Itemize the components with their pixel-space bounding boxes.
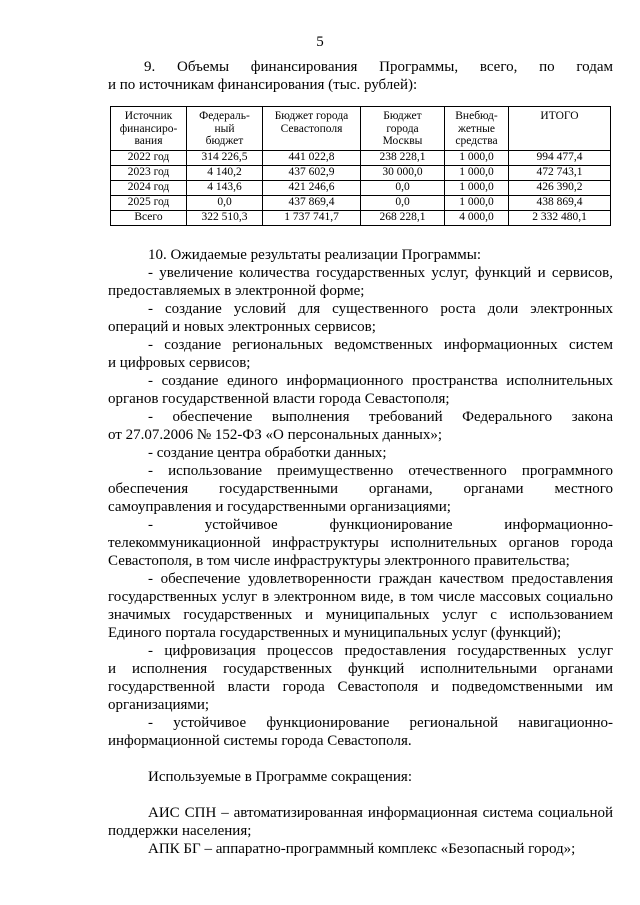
table-cell: 30 000,0 (361, 165, 445, 180)
section-9-line-1: 9. Объемы финансирования Программы, всего, по годам (144, 59, 613, 75)
table-cell: 2023 год (111, 165, 187, 180)
list-item-cont: и цифровых сервисов; (108, 355, 251, 371)
list-item-cont: органов государственной власти города Севастополя; (108, 391, 450, 407)
table-row (111, 150, 611, 165)
header-extrabudgetary: Внебюд- жетные средства (445, 107, 509, 151)
list-item-cont: самоуправления и государственными организациями; (108, 499, 451, 515)
header-total: ИТОГО (509, 107, 611, 151)
table-cell: 238 228,1 (361, 150, 445, 165)
list-item-cont: государственных услуг в электронном виде, в том числе массовых социально (108, 589, 613, 605)
table-cell: 421 246,6 (263, 180, 361, 195)
list-item: - устойчивое функционирование информационно- (148, 517, 613, 533)
table-row (111, 195, 611, 210)
table-cell: 472 743,1 (509, 165, 611, 180)
table-cell: 2025 год (111, 195, 187, 210)
table-cell: 4 140,2 (187, 165, 263, 180)
list-item-cont: операций и новых электронных сервисов; (108, 319, 376, 335)
list-item-cont: организациями; (108, 697, 210, 713)
section-10-title: 10. Ожидаемые результаты реализации Программы: (148, 247, 482, 263)
list-item: - использование преимущественно отечественного программного (148, 463, 613, 479)
section-9-line-2: и по источникам финансирования (тыс. рублей): (108, 77, 418, 93)
list-item-cont: и исполнения государственных функций исполнительными органами (108, 661, 613, 677)
table-cell: 1 000,0 (445, 180, 509, 195)
list-item: - устойчивое функционирование региональной навигационно- (148, 715, 613, 731)
table-cell: 437 869,4 (263, 195, 361, 210)
table-cell: 2022 год (111, 150, 187, 165)
list-item: - цифровизация процессов предоставления государственных услуг (148, 643, 613, 659)
table-cell: 1 000,0 (445, 195, 509, 210)
table-row-total (111, 210, 611, 225)
list-item-cont: от 27.07.2006 № 152-ФЗ «О персональных данных»; (108, 427, 443, 443)
table-row (111, 180, 611, 195)
table-cell: 268 228,1 (361, 210, 445, 225)
list-item-cont: значимых государственных и муниципальных услуг с использованием (108, 607, 613, 623)
table-cell: 1 000,0 (445, 150, 509, 165)
table-cell: 2 332 480,1 (509, 210, 611, 225)
table-cell: Всего (111, 210, 187, 225)
header-source: Источник финансиро- вания (111, 107, 187, 151)
list-item-cont: обеспечения государственными органами, органами местного (108, 481, 613, 497)
table-cell: 0,0 (361, 195, 445, 210)
abbreviation-item: АПК БГ – аппаратно-программный комплекс «Безопасный город»; (148, 841, 576, 857)
table-cell: 322 510,3 (187, 210, 263, 225)
list-item: - обеспечение удовлетворенности граждан качеством предоставления (148, 571, 613, 587)
list-item-cont: государственной власти города Севастополя и подведомственными им (108, 679, 613, 695)
abbreviations-title: Используемые в Программе сокращения: (148, 769, 412, 785)
list-item: - обеспечение выполнения требований Федерального закона (148, 409, 613, 425)
table-cell: 438 869,4 (509, 195, 611, 210)
list-item-cont: Севастополя, в том числе инфраструктуры электронного правительства; (108, 553, 570, 569)
abbreviation-item: АИС СПН – автоматизированная информационная система социальной (148, 805, 613, 821)
header-sevastopol-budget: Бюджет города Севастополя (263, 107, 361, 151)
financing-table (110, 106, 611, 226)
list-item: - создание условий для существенного роста доли электронных (148, 301, 613, 317)
table-cell: 426 390,2 (509, 180, 611, 195)
table-cell: 2024 год (111, 180, 187, 195)
list-item: - создание единого информационного пространства исполнительных (148, 373, 613, 389)
table-cell: 314 226,5 (187, 150, 263, 165)
list-item-cont: Единого портала государственных и муниципальных услуг (функций); (108, 625, 562, 641)
list-item: - увеличение количества государственных услуг, функций и сервисов, (148, 265, 613, 281)
table-cell: 441 022,8 (263, 150, 361, 165)
page-number: 5 (316, 34, 324, 50)
table-cell: 4 143,6 (187, 180, 263, 195)
abbreviation-item-cont: поддержки населения; (108, 823, 252, 839)
header-federal-budget: Федераль- ный бюджет (187, 107, 263, 151)
table-row (111, 165, 611, 180)
table-header-row (111, 107, 611, 151)
list-item-cont: телекоммуникационной инфраструктуры исполнительных органов города (108, 535, 613, 551)
header-moscow-budget: Бюджет города Москвы (361, 107, 445, 151)
table-cell: 4 000,0 (445, 210, 509, 225)
table-cell: 437 602,9 (263, 165, 361, 180)
list-item: - создание центра обработки данных; (148, 445, 387, 461)
table-cell: 994 477,4 (509, 150, 611, 165)
table-cell: 1 000,0 (445, 165, 509, 180)
table-cell: 0,0 (361, 180, 445, 195)
table-cell: 1 737 741,7 (263, 210, 361, 225)
table-cell: 0,0 (187, 195, 263, 210)
list-item: - создание региональных ведомственных информационных систем (148, 337, 613, 353)
list-item-cont: предоставляемых в электронной форме; (108, 283, 365, 299)
list-item-cont: информационной системы города Севастополя. (108, 733, 412, 749)
